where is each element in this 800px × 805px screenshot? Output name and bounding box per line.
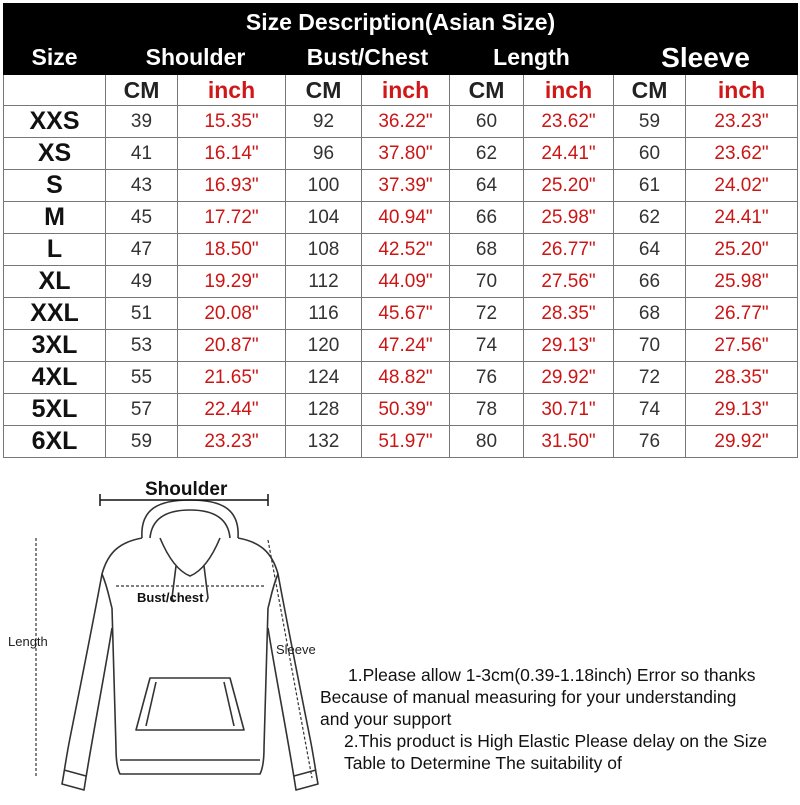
cm-value-cell: 68 [614,298,686,330]
size-cell: L [4,234,106,266]
unit-inch: inch [686,75,798,106]
inch-value-cell: 26.77" [524,234,614,266]
table-title: Size Description(Asian Size) [4,4,798,41]
cm-value-cell: 61 [614,170,686,202]
cm-value-cell: 60 [614,138,686,170]
inch-value-cell: 29.92" [686,426,798,458]
cm-value-cell: 59 [106,426,178,458]
inch-value-cell: 24.41" [686,202,798,234]
inch-value-cell: 30.71" [524,394,614,426]
inch-value-cell: 17.72" [178,202,286,234]
note-line: Because of manual measuring for your understanding [320,687,737,707]
table-row [4,298,798,330]
cm-value-cell: 64 [614,234,686,266]
cm-value-cell: 128 [286,394,362,426]
hoodie-illustration [0,478,330,800]
inch-value-cell: 40.94" [362,202,450,234]
unit-cm: CM [614,75,686,106]
table-row [4,138,798,170]
inch-value-cell: 19.29" [178,266,286,298]
cm-value-cell: 108 [286,234,362,266]
inch-value-cell: 23.62" [686,138,798,170]
inch-value-cell: 25.98" [524,202,614,234]
cm-value-cell: 104 [286,202,362,234]
cm-value-cell: 80 [450,426,524,458]
inch-value-cell: 48.82" [362,362,450,394]
cm-value-cell: 49 [106,266,178,298]
unit-inch: inch [524,75,614,106]
header-bust-chest: Bust/Chest [286,41,450,75]
cm-value-cell: 72 [450,298,524,330]
cm-value-cell: 68 [450,234,524,266]
cm-value-cell: 53 [106,330,178,362]
cm-value-cell: 132 [286,426,362,458]
cm-value-cell: 47 [106,234,178,266]
size-cell: XXS [4,106,106,138]
inch-value-cell: 44.09" [362,266,450,298]
inch-value-cell: 21.65" [178,362,286,394]
cm-value-cell: 78 [450,394,524,426]
diagram-bust-label: Bust/chest [137,590,204,605]
inch-value-cell: 26.77" [686,298,798,330]
unit-inch: inch [178,75,286,106]
size-cell: S [4,170,106,202]
cm-value-cell: 120 [286,330,362,362]
header-shoulder: Shoulder [106,41,286,75]
cm-value-cell: 62 [614,202,686,234]
cm-value-cell: 51 [106,298,178,330]
cm-value-cell: 74 [614,394,686,426]
inch-value-cell: 25.20" [524,170,614,202]
header-length: Length [450,41,614,75]
table-row [4,394,798,426]
cm-value-cell: 70 [614,330,686,362]
inch-value-cell: 37.80" [362,138,450,170]
inch-value-cell: 27.56" [686,330,798,362]
size-cell: 5XL [4,394,106,426]
inch-value-cell: 29.13" [524,330,614,362]
inch-value-cell: 42.52" [362,234,450,266]
size-cell: XS [4,138,106,170]
inch-value-cell: 29.13" [686,394,798,426]
table-row [4,170,798,202]
size-cell: 6XL [4,426,106,458]
inch-value-cell: 23.23" [686,106,798,138]
inch-value-cell: 28.35" [686,362,798,394]
note-line: Table to Determine The suitability of [344,753,622,773]
inch-value-cell: 24.41" [524,138,614,170]
inch-value-cell: 24.02" [686,170,798,202]
cm-value-cell: 72 [614,362,686,394]
cm-value-cell: 96 [286,138,362,170]
cm-value-cell: 66 [450,202,524,234]
header-size: Size [4,41,106,75]
inch-value-cell: 16.14" [178,138,286,170]
inch-value-cell: 20.87" [178,330,286,362]
table-row [4,426,798,458]
size-cell: XL [4,266,106,298]
unit-cm: CM [106,75,178,106]
note-line: and your support [320,709,452,729]
table-row [4,266,798,298]
cm-value-cell: 45 [106,202,178,234]
size-chart [3,3,797,458]
inch-value-cell: 45.67" [362,298,450,330]
cm-value-cell: 57 [106,394,178,426]
cm-value-cell: 74 [450,330,524,362]
unit-row [4,75,798,106]
table-row [4,234,798,266]
inch-value-cell: 25.98" [686,266,798,298]
inch-value-cell: 47.24" [362,330,450,362]
cm-value-cell: 76 [450,362,524,394]
inch-value-cell: 25.20" [686,234,798,266]
diagram-sleeve-label: Sleeve [276,642,316,657]
unit-cm: CM [286,75,362,106]
inch-value-cell: 18.50" [178,234,286,266]
inch-value-cell: 31.50" [524,426,614,458]
cm-value-cell: 124 [286,362,362,394]
size-cell: XXL [4,298,106,330]
size-cell: 3XL [4,330,106,362]
inch-value-cell: 36.22" [362,106,450,138]
table-row [4,106,798,138]
inch-value-cell: 15.35" [178,106,286,138]
cm-value-cell: 41 [106,138,178,170]
cm-value-cell: 70 [450,266,524,298]
note-line: 2.This product is High Elastic Please delay on the Size [344,731,768,751]
table-row [4,202,798,234]
size-table [3,3,798,458]
inch-value-cell: 22.44" [178,394,286,426]
note-line: 1.Please allow 1-3cm(0.39-1.18inch) Error so thanks [348,665,756,685]
inch-value-cell: 23.23" [178,426,286,458]
cm-value-cell: 92 [286,106,362,138]
inch-value-cell: 16.93" [178,170,286,202]
cm-value-cell: 62 [450,138,524,170]
inch-value-cell: 20.08" [178,298,286,330]
header-sleeve: Sleeve [614,41,798,75]
cm-value-cell: 60 [450,106,524,138]
diagram-length-label: Length [8,634,48,649]
cm-value-cell: 43 [106,170,178,202]
table-row [4,330,798,362]
unit-inch: inch [362,75,450,106]
cm-value-cell: 59 [614,106,686,138]
table-row [4,362,798,394]
cm-value-cell: 66 [614,266,686,298]
cm-value-cell: 100 [286,170,362,202]
cm-value-cell: 64 [450,170,524,202]
size-cell: M [4,202,106,234]
hoodie-diagram [0,478,330,800]
unit-cm: CM [450,75,524,106]
diagram-shoulder-label: Shoulder [145,479,228,500]
inch-value-cell: 29.92" [524,362,614,394]
size-cell: 4XL [4,362,106,394]
notes [318,664,798,774]
inch-value-cell: 27.56" [524,266,614,298]
cm-value-cell: 116 [286,298,362,330]
inch-value-cell: 28.35" [524,298,614,330]
cm-value-cell: 55 [106,362,178,394]
cm-value-cell: 39 [106,106,178,138]
cm-value-cell: 112 [286,266,362,298]
inch-value-cell: 23.62" [524,106,614,138]
inch-value-cell: 51.97" [362,426,450,458]
inch-value-cell: 50.39" [362,394,450,426]
unit-blank-cell [4,75,106,106]
inch-value-cell: 37.39" [362,170,450,202]
cm-value-cell: 76 [614,426,686,458]
